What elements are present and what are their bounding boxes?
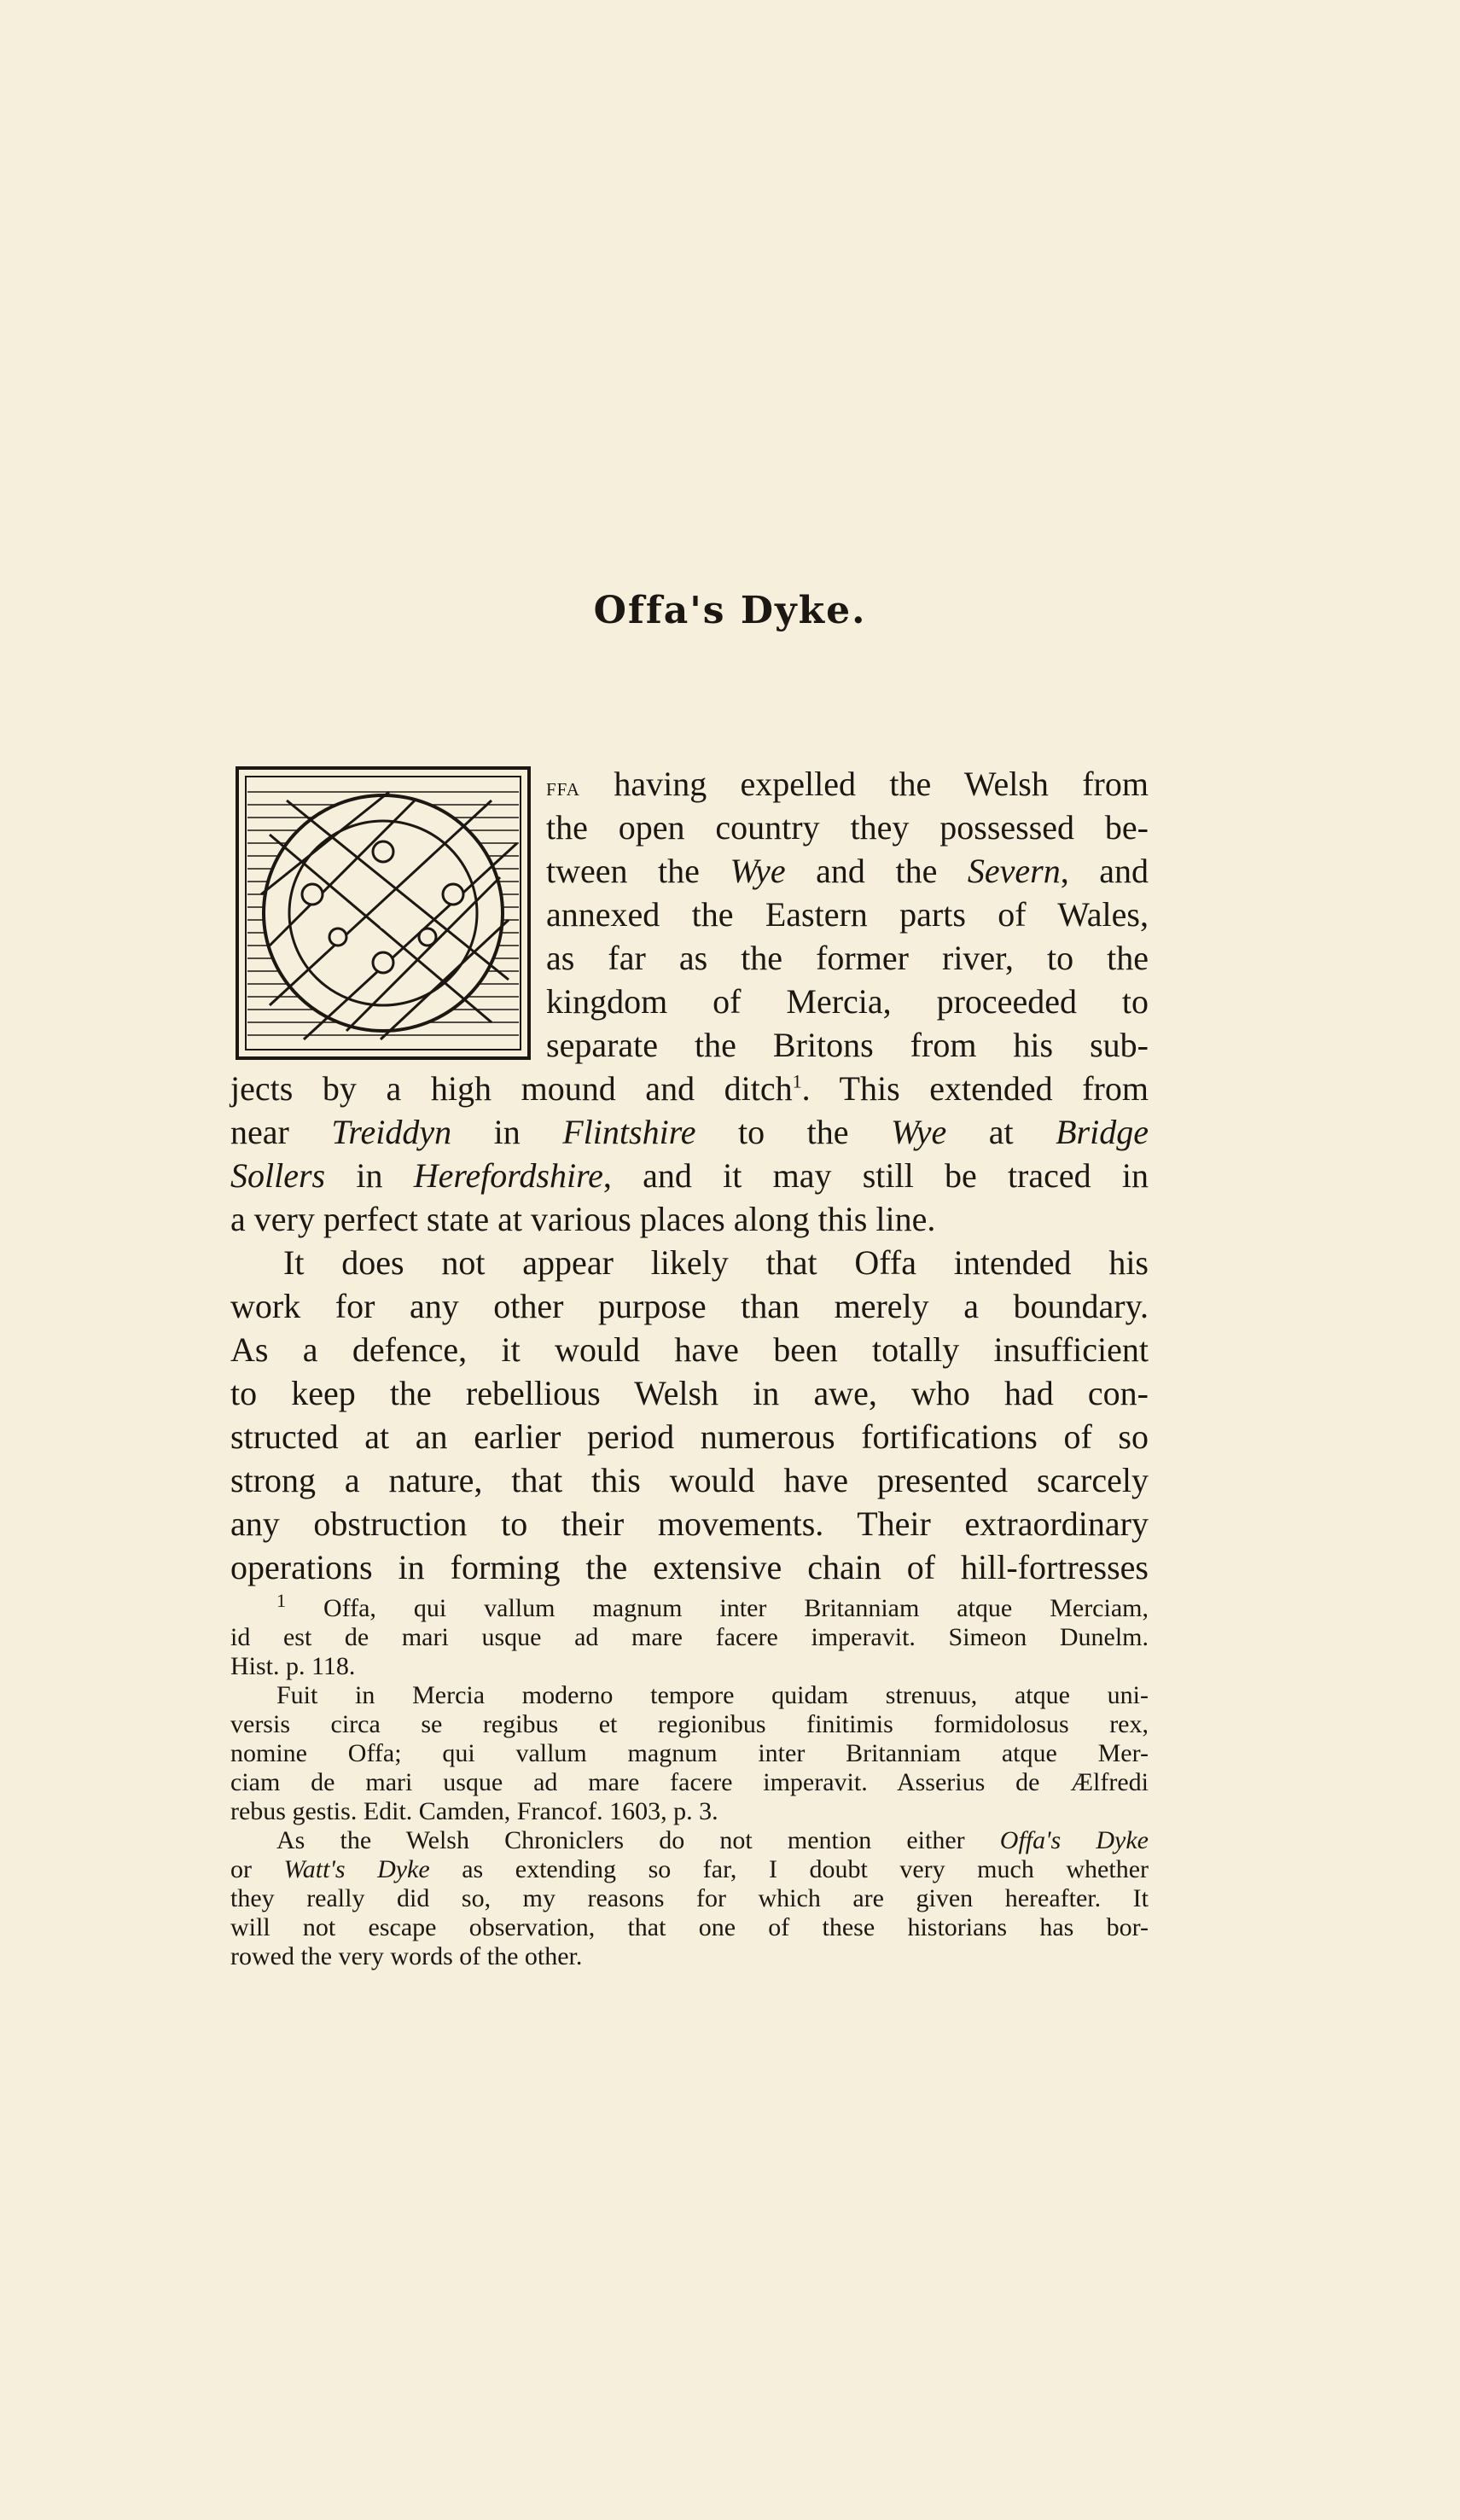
footnote-line: As the Welsh Chroniclers do not mention either Offa's Dyke [276, 1826, 1149, 1854]
footnote-line: versis circa se regibus et regionibus finitimis formidolosus rex, [230, 1710, 1149, 1738]
footnote-line: ciam de mari usque ad mare facere imperavit. Asserius de Ælfredi [230, 1768, 1149, 1796]
main-paragraph-lines [230, 1067, 1149, 1589]
footnote-line: rebus gestis. Edit. Camden, Francof. 1603, p. 3. [230, 1797, 718, 1825]
decorated-initial-o [236, 766, 531, 1060]
text-line: to keep the rebellious Welsh in awe, who had con- [230, 1374, 1149, 1412]
footnote-line: $^1$ Offa, qui vallum magnum inter Britanniam atque Merciam, [276, 1590, 1149, 1622]
text-line: near Treiddyn in Flintshire to the Wye at Bridge [230, 1113, 1149, 1151]
footnote-line: Fuit in Mercia moderno tempore quidam strenuus, atque uni- [276, 1681, 1149, 1709]
text-line: work for any other purpose than merely a boundary. [230, 1287, 1149, 1325]
text-line: As a defence, it would have been totally insufficient [230, 1330, 1149, 1369]
footnote-line: or Watt's Dyke as extending so far, I doubt very much whether [230, 1855, 1149, 1883]
text-line: separate the Britons from his sub- [546, 1026, 1149, 1064]
text-line: any obstruction to their movements. Their extraordinary [230, 1504, 1149, 1543]
text-line: kingdom of Mercia, proceeded to [546, 982, 1149, 1021]
text-line: structed at an earlier period numerous fortifications of so [230, 1417, 1149, 1456]
text-line: tween the Wye and the Severn, and [546, 852, 1149, 890]
footnote-line: id est de mari usque ad mare facere imperavit. Simeon Dunelm. [230, 1623, 1149, 1651]
text-line: strong a nature, that this would have presented scarcely [230, 1461, 1149, 1499]
text-line: annexed the Eastern parts of Wales, [546, 895, 1149, 934]
text-line: operations in forming the extensive chain of hill-fortresses [230, 1548, 1149, 1586]
text-line: ffa having expelled the Welsh from [546, 765, 1149, 803]
footnote-marker: 1 [792, 1070, 802, 1092]
initial-letter: O [379, 922, 387, 931]
footnote-line: nomine Offa; qui vallum magnum inter Britanniam atque Mer- [230, 1739, 1149, 1767]
wrapped-paragraph-lines [546, 762, 1149, 1067]
text-line: jects by a high mound and ditch$^1$. This extended from [230, 1069, 1149, 1108]
text-line: as far as the former river, to the [546, 939, 1149, 977]
text-line: Sollers in Herefordshire, and it may still be traced in [230, 1156, 1149, 1195]
page-title: Offa's Dyke. [593, 589, 867, 632]
footnote-line: they really did so, my reasons for which are given hereafter. It [230, 1884, 1149, 1912]
footnote-number: 1 [276, 1590, 286, 1611]
footnote-line: will not escape observation, that one of these historians has bor- [230, 1913, 1149, 1941]
text-line: It does not appear likely that Offa intended his [283, 1243, 1149, 1282]
text-line: the open country they possessed be- [546, 808, 1149, 847]
text-line: a very perfect state at various places along this line. [230, 1200, 936, 1238]
footnote-line: rowed the very words of the other. [230, 1942, 583, 1970]
footnote-line: Hist. p. 118. [230, 1652, 356, 1680]
footnotes [230, 1590, 1149, 1971]
